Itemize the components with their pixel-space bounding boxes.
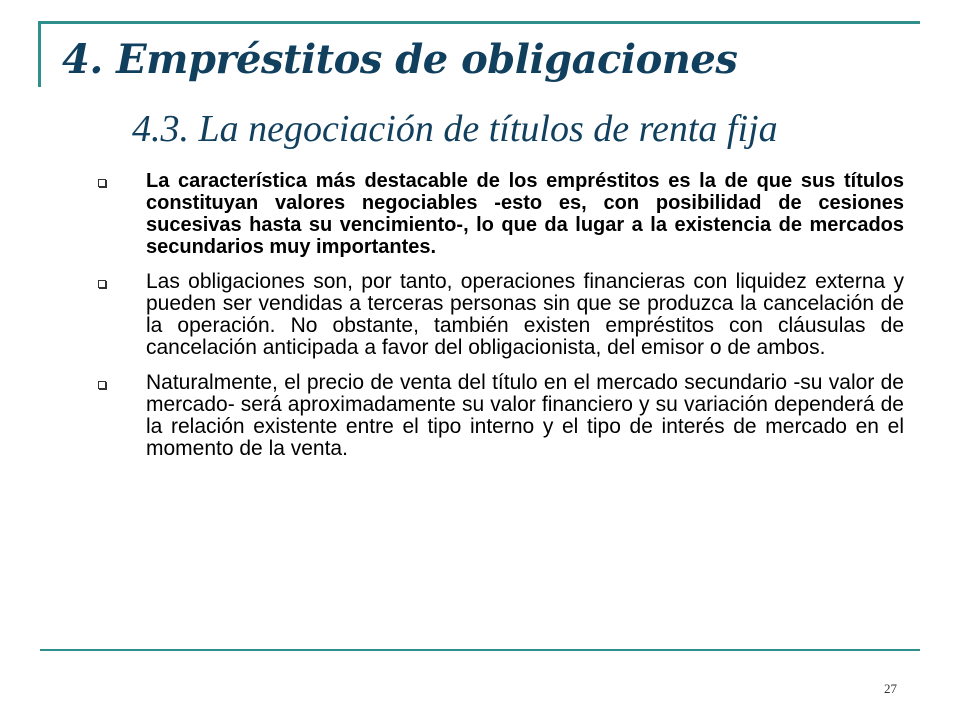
bullet-text: Las obligaciones son, por tanto, operaciones financieras con liquidez externa y pueden ser vendidas a terceras personas sin que se produzca la cancelación de la operación. No obstante, también existen empréstitos con cláusulas de cancelación anticipada a favor del obligacionista, del emisor o de ambos. (146, 270, 904, 359)
bullet-item (86, 271, 904, 359)
bullet-item (86, 372, 904, 460)
square-bullet-icon (98, 179, 106, 187)
square-bullet-icon (98, 381, 106, 389)
square-bullet-icon (98, 280, 106, 288)
bullet-item (86, 170, 904, 258)
slide-subtitle: 4.3. La negociación de títulos de renta fija (132, 108, 778, 150)
bottom-rule (40, 649, 920, 651)
bullet-text: La característica más destacable de los empréstitos es la de que sus títulos constituyan valores negociables -esto es, con posibilidad de cesiones sucesivas hasta su vencimiento-, lo que da lugar a la existencia de mercados secundarios muy importantes. (146, 170, 904, 258)
slide-title: 4. Empréstitos de obligaciones (62, 36, 738, 83)
top-rule (40, 21, 920, 24)
bullet-text: Naturalmente, el precio de venta del título en el mercado secundario -su valor de mercado- será aproximadamente su valor financiero y su variación dependerá de la relación existente entre el tipo interno y el tipo de interés de mercado en el momento de la venta. (146, 371, 904, 460)
page-number: 27 (884, 681, 897, 696)
left-rule (38, 21, 41, 87)
bullet-list (86, 170, 904, 473)
